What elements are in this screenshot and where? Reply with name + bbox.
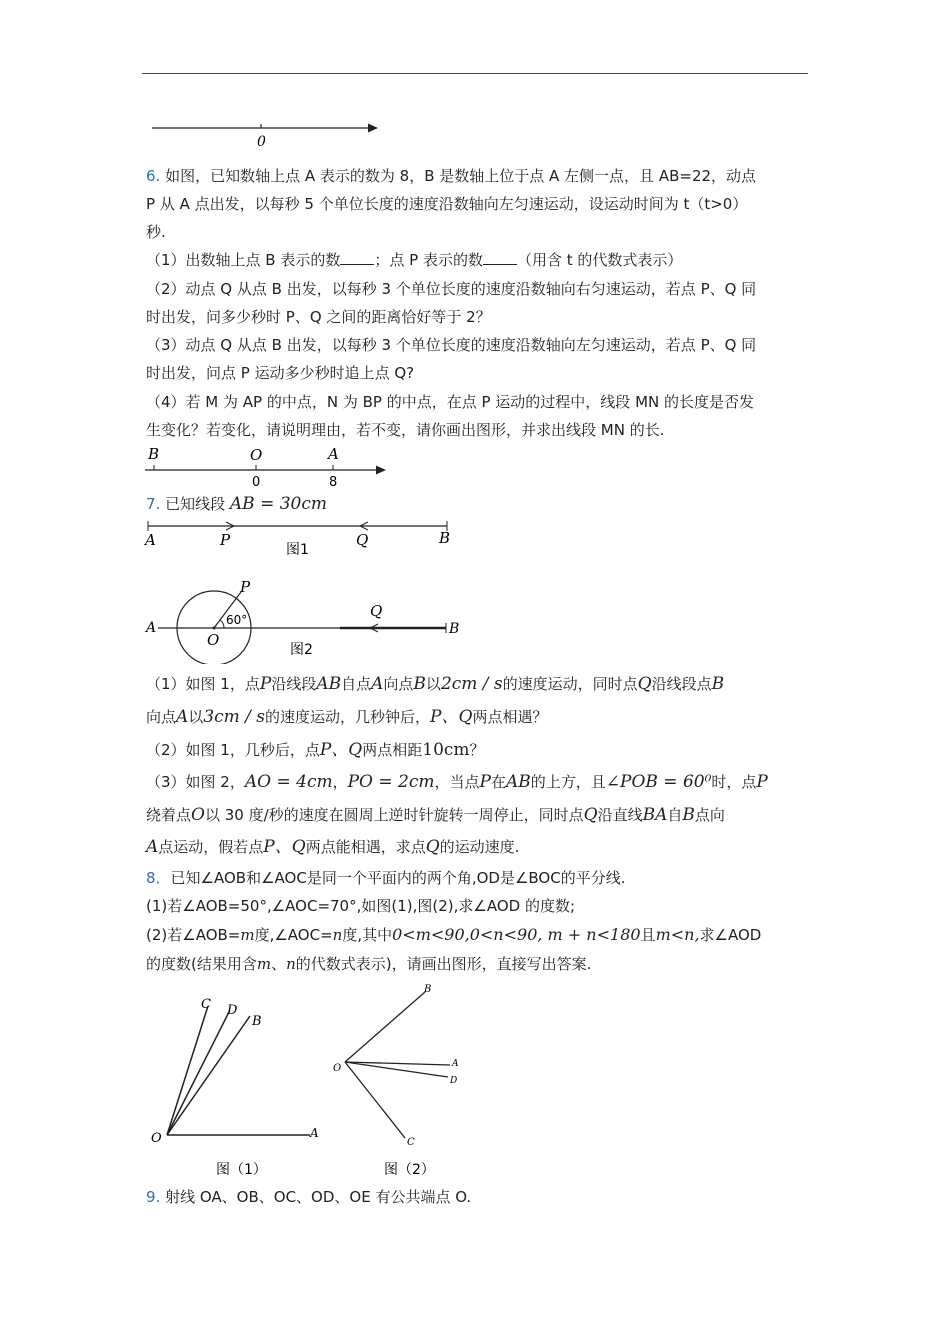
label-D: D [227,1003,238,1018]
answer-blank[interactable] [340,250,374,265]
q9-stem: 9. 射线 OA、OB、OC、OD、OE 有公共端点 O. [146,1188,472,1206]
label-O: O [250,446,263,464]
label-B: B [439,529,451,547]
q6-number: 6. [146,167,161,185]
q8-figure-2 [320,980,500,1190]
q8-part2-line2: 的度数(结果用含m、n的代数式表示)，请画出图形，直接写出答案. [146,955,592,973]
q7-part1-line1: （1）如图 1，点P沿线段AB自点A向点B以2cm / s的速度运动，同时点Q沿线段点B [146,674,725,694]
q6-part1: （1）出数轴上点 B 表示的数 ；点 P 表示的数 （用含 t 的代数式表示） [146,251,683,269]
label-D: D [450,1076,458,1086]
q7-part3-line2: 绕着点O以 30 度/秒的速度在圆周上逆时针旋转一周停止，同时点Q沿直线BA自B点向 [146,805,725,825]
q8-stem: 8．已知∠AOB和∠AOC是同一个平面内的两个角,OD是∠BOC的平分线. [146,869,626,887]
label-B: B [424,984,432,995]
q7-part3-line1: （3）如图 2，AO = 4cm，PO = 2cm，当点P在AB的上方，且∠POB = 60⁰时，点P [146,772,768,792]
q7-figure-1 [140,514,470,564]
label-A: A [328,445,339,463]
figure-caption: 图（1） [216,1162,267,1178]
label-A: A [146,620,157,636]
label-A: A [310,1126,319,1140]
q7-stem: 7. 已知线段 AB = 30cm [146,494,327,514]
q6-part4-line1: （4）若 M 为 AP 的中点，N 为 BP 的中点，在点 P 运动的过程中，线段 MN 的长度是否发 [146,393,755,411]
tick-0: 0 [252,475,261,490]
q6-line3: 秒. [146,223,166,241]
figure-caption: 图（2） [384,1162,435,1178]
q6-part2-line1: （2）动点 Q 从点 B 出发，以每秒 3 个单位长度的速度沿数轴向右匀速运动，若点 P、Q 同 [146,280,757,298]
label-B: B [148,445,160,463]
label-A: A [145,531,156,549]
label-C: C [407,1137,415,1148]
q6-line2: P 从 A 点出发，以每秒 5 个单位长度的速度沿数轴向左匀速运动，设运动时间为 t（t>0） [146,195,748,213]
q7-part2: （2）如图 1，几秒后，点P、Q两点相距10cm？ [146,740,485,760]
angle-label: 60° [226,613,248,627]
q6-line1: 6. 如图，已知数轴上点 A 表示的数为 8，B 是数轴上位于点 A 左侧一点，且 AB=22，动点 [146,167,757,185]
label-Q: Q [370,602,383,620]
label-O: O [151,1131,162,1146]
label-O: O [207,631,220,649]
answer-blank[interactable] [483,250,517,265]
label-P: P [240,578,251,596]
q7-part1-line2: 向点A以3cm / s的速度运动，几秒钟后，P、Q两点相遇？ [146,707,548,727]
q6-part4-line2: 生变化？若变化，请说明理由，若不变，请你画出图形，并求出线段 MN 的长. [146,421,665,439]
top-number-line [140,112,400,152]
figure-caption: 图2 [290,642,313,658]
label-P: P [220,531,231,549]
label-B: B [449,621,460,637]
q6-number-line-figure [140,442,400,492]
q7-part3-line3: A点运动，假若点P、Q两点能相遇，求点Q的运动速度. [146,837,520,857]
figure-caption: 图1 [286,542,309,558]
header-rule [142,73,808,74]
label-O: O [333,1063,342,1074]
label-A: A [452,1059,459,1069]
label-B: B [252,1014,262,1029]
label-C: C [201,997,211,1012]
top-axis-zero: 0 [257,134,266,150]
q6-part2-line2: 时出发，问多少秒时 P、Q 之间的距离恰好等于 2？ [146,308,491,326]
q8-figure-1 [140,990,340,1190]
q7-figure-2 [140,574,470,664]
q8-part2-line1: (2)若∠AOB=m度,∠AOC=n度,其中0<m<90,0<n<90, m + n<180且m<n,求∠AOD [146,925,762,944]
q8-part1: (1)若∠AOB=50°,∠AOC=70°,如图(1),图(2),求∠AOD 的度数; [146,897,576,915]
tick-8: 8 [329,475,338,490]
label-Q: Q [356,531,369,549]
q6-part3-line2: 时出发，问点 P 运动多少秒时追上点 Q? [146,364,415,382]
q6-part3-line1: （3）动点 Q 从点 B 出发，以每秒 3 个单位长度的速度沿数轴向左匀速运动，若点 P、Q 同 [146,336,757,354]
